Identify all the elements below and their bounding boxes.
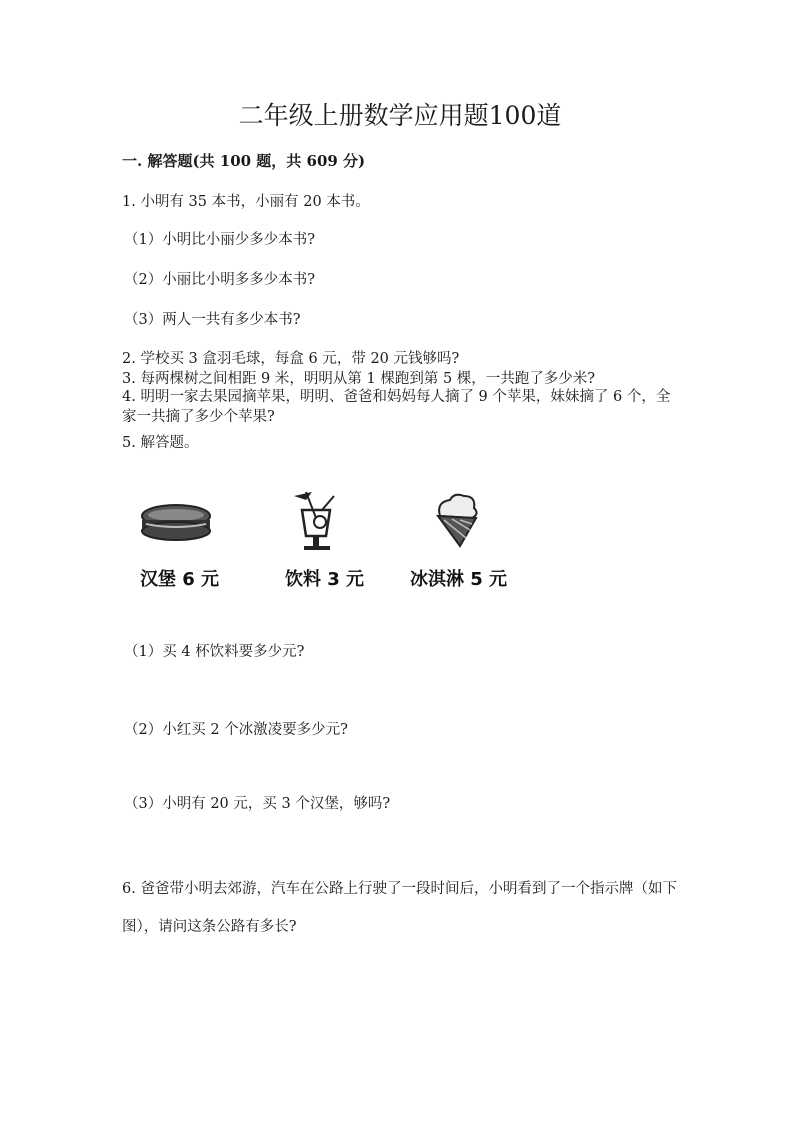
- question-3: 3. 每两棵树之间相距 9 米，明明从第 1 棵跑到第 5 棵，一共跑了多少米?: [122, 371, 596, 387]
- question-1-stem: 1. 小明有 35 本书，小丽有 20 本书。: [122, 194, 370, 210]
- ice-cream-icon: [430, 490, 486, 550]
- question-4: 4. 明明一家去果园摘苹果，明明、爸爸和妈妈每人摘了 9 个苹果，妹妹摘了 6 个，全家一共摘了多少个苹果?: [122, 389, 671, 425]
- hamburger-icon: [136, 500, 216, 550]
- drink-icon: [286, 488, 350, 554]
- ice-cream-price-label: 冰淇淋 5 元: [410, 569, 508, 590]
- question-1-part-1: （1）小明比小丽少多少本书?: [124, 232, 315, 248]
- drink-price-label: 饮料 3 元: [285, 569, 365, 590]
- section-heading: 一. 解答题(共 100 题，共 609 分): [122, 152, 366, 170]
- hamburger-price-label: 汉堡 6 元: [140, 569, 220, 590]
- question-1-part-2: （2）小丽比小明多多少本书?: [124, 272, 315, 288]
- page-title: 二年级上册数学应用题100道: [238, 101, 562, 130]
- question-6: 6. 爸爸带小明去郊游，汽车在公路上行驶了一段时间后，小明看到了一个指示牌（如下图），请问这条公路有多长?: [122, 881, 677, 935]
- question-1-part-3: （3）两人一共有多少本书?: [124, 312, 301, 328]
- question-5-stem: 5. 解答题。: [122, 435, 199, 451]
- question-5-part-3: （3）小明有 20 元，买 3 个汉堡，够吗?: [124, 796, 391, 812]
- question-2: 2. 学校买 3 盒羽毛球，每盒 6 元，带 20 元钱够吗?: [122, 351, 460, 367]
- question-5-part-1: （1）买 4 杯饮料要多少元?: [124, 644, 305, 660]
- question-5-part-2: （2）小红买 2 个冰激凌要多少元?: [124, 722, 348, 738]
